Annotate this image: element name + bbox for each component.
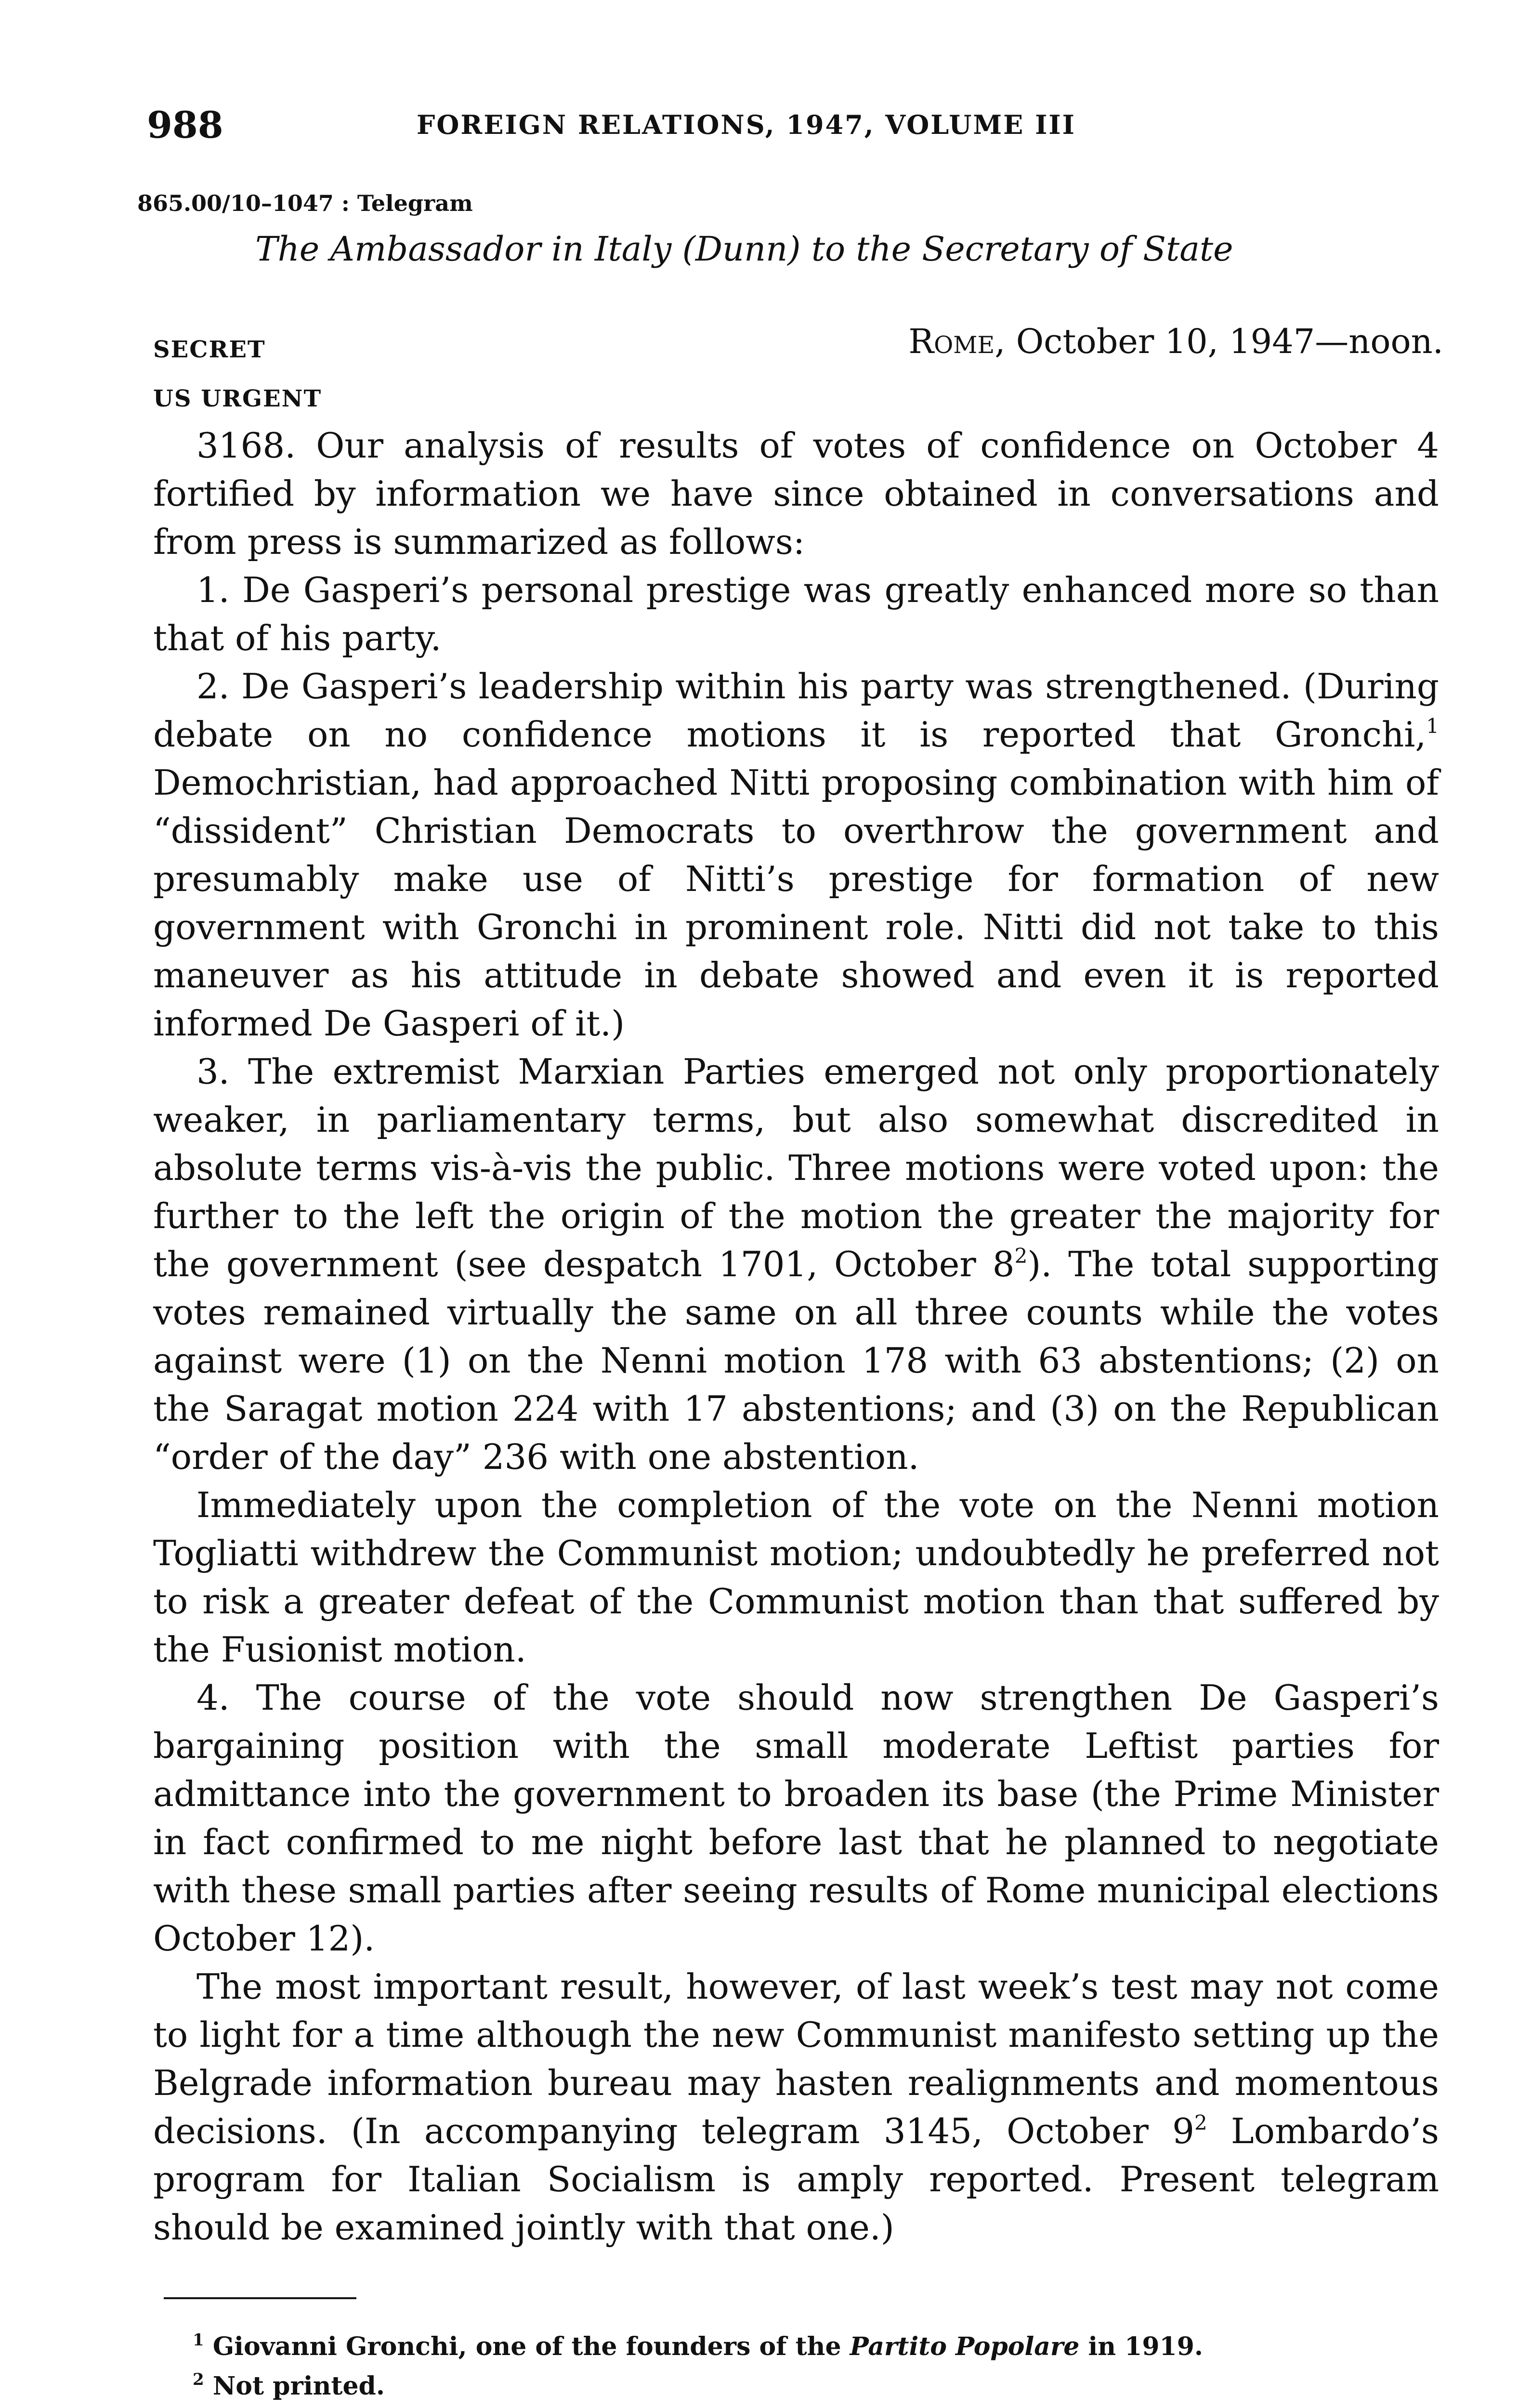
paragraph-text: Lombardo’s program for Italian Socialism is amply reported. Present telegram should be examined jointly with that one.) [153, 2111, 1439, 2248]
place-name: Rome [908, 322, 995, 361]
paragraph [153, 1047, 1439, 1481]
place-date-line [908, 322, 1443, 361]
footnote-mark: 1 [193, 2330, 204, 2350]
paragraph-text: 3. The extremist Marxian Parties emerged not only proportionately weaker, in parliamentary terms, but also somewhat discredited in absolute terms vis-à-vis the public. Three motions were voted upon: the further to the left the origin of the motion the greater the majority for the government (see despatch 1701, October 8 [153, 1051, 1439, 1284]
running-head [147, 104, 1457, 157]
paragraph-text: Demochristian, had approached Nitti proposing combination with him of “dissident” Christian Democrats to overthrow the government and presumably make use of Nitti’s prestige for formation of new government with Gronchi in prominent role. Nitti did not take to this maneuver as his attitude in debate showed and even it is reported informed De Gasperi of it.) [153, 762, 1439, 1044]
paragraph: 1. De Gasperi’s personal prestige was greatly enhanced more so than that of his party. [153, 570, 1439, 658]
footnote-italic-text: Partito Popolare [850, 2332, 1080, 2361]
footnote-reference: 2 [1014, 1244, 1028, 1268]
file-reference: 865.00/10–1047 : Telegram [137, 190, 473, 216]
footnote-reference: 2 [1194, 2111, 1207, 2134]
paragraph [153, 662, 1439, 1047]
series-title: FOREIGN RELATIONS, 1947, VOLUME III [417, 109, 1076, 140]
document-title: The Ambassador in Italy (Dunn) to the Secretary of State [255, 229, 1233, 269]
classification-label: SECRET [153, 336, 266, 363]
paragraph: Immediately upon the completion of the vote on the Nenni motion Togliatti withdrew the Communist motion; undoubtedly he preferred not to risk a greater defeat of the Communist motion than that suffered by the Fusionist motion. [153, 1485, 1439, 1670]
paragraph-text: The most important result, however, of last week’s test may not come to light for a time although the new Communist manifesto setting up the Belgrade information bureau may hasten realignments and momentous decisions. (In accompanying telegram 3145, October 9 [153, 1966, 1439, 2151]
footnote-2 [193, 2367, 1397, 2406]
paragraph: 3168. Our analysis of results of votes of confidence on October 4 fortified by information we have since obtained in conversations and from press is summarized as follows: [153, 425, 1439, 562]
date-text: , October 10, 1947—noon. [995, 322, 1443, 361]
footnote-text: Giovanni Gronchi, one of the founders of the [204, 2332, 850, 2361]
telegram-body [153, 421, 1439, 2251]
footnote-text: in 1919. [1079, 2332, 1203, 2361]
priority-label: US URGENT [153, 385, 322, 412]
paragraph-text: ). The total supporting votes remained virtually the same on all three counts while the votes against were (1) on the Nenni motion 178 with 63 abstentions; (2) on the Saragat motion 224 with 17 abstentions; and (3) on the Republican “order of the day” 236 with one abstention. [153, 1244, 1439, 1477]
footnote-text: Not printed. [204, 2371, 385, 2401]
footnote-reference: 1 [1426, 714, 1439, 738]
paragraph: 4. The course of the vote should now strengthen De Gasperi’s bargaining position with the small moderate Leftist parties for admittance into the government to broaden its base (the Prime Minister in fact confirmed to me night before last that he planned to negotiate with these small parties after seeing results of Rome municipal elections October 12). [153, 1677, 1439, 1959]
paragraph [153, 1963, 1439, 2251]
footnotes [193, 2327, 1397, 2406]
footnote-mark: 2 [193, 2370, 204, 2389]
paragraph-text: 2. De Gasperi’s leadership within his party was strengthened. (During debate on no confidence motions it is reported that Gronchi, [153, 666, 1439, 755]
page-number: 988 [147, 104, 223, 146]
footnote-rule [164, 2297, 356, 2299]
footnote-1 [193, 2327, 1397, 2367]
